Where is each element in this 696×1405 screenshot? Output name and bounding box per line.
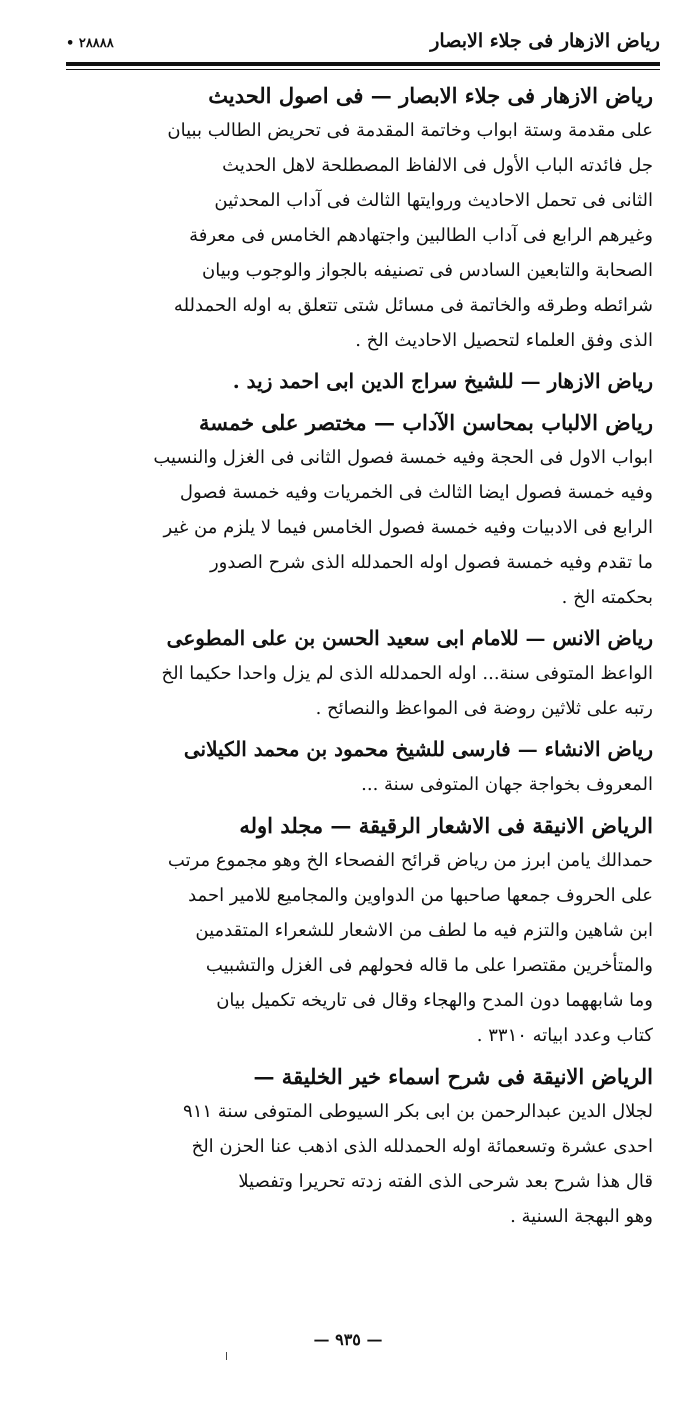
entry-line: المعروف بخواجة جهان المتوفى سنة ... [361,774,653,795]
entry-line: كتاب وعدد ابياته ٣٣١٠ . [476,1025,653,1046]
entry-line: الواعظ المتوفى سنة... اوله الحمدلله الذى لم يزل واحدا حكيما الخ [161,663,653,684]
entry-line: على مقدمة وستة ابواب وخاتمة المقدمة فى تحريض الطالب ببيان [167,120,653,141]
entry-line: ابواب الاول فى الحجة وفيه خمسة فصول الثانى فى الغزل والنسيب [153,447,653,468]
entry-line: ما تقدم وفيه خمسة فصول اوله الحمدلله الذى شرح الصدور [209,552,653,573]
entry-line: الرياض الانيقة فى الاشعار الرقيقة — مجلد اوله [239,813,653,838]
entry-line: احدى عشرة وتسعمائة اوله الحمدلله الذى اذهب عنا الحزن الخ [191,1136,653,1157]
entry-line: رياض الانشاء — فارسى للشيخ محمود بن محمد الكيلانى [183,737,653,761]
entry-line: وهو البهجة السنية . [510,1206,653,1227]
page-body [75,78,653,1240]
entry [75,1059,653,1234]
entry-line: رياض الازهار — للشيخ سراج الدين ابى احمد زيد . [232,369,653,393]
running-title: رياض الازهار فى جلاء الابصار [430,30,660,52]
page-header [66,28,660,62]
entry-line: الرياض الانيقة فى شرح اسماء خير الخليقة — [253,1064,653,1089]
entry-line: لجلال الدين عبدالرحمن بن ابى بكر السيوطى المتوفى سنة ٩١١ [183,1101,653,1122]
entry [75,364,653,399]
entry-line: رياض الالباب بمحاسن الآداب — مختصر على خمسة [199,410,653,435]
entry-line: رياض الانس — للامام ابى سعيد الحسن بن على المطوعى [166,626,653,650]
entry-line: الرابع فى الادبيات وفيه خمسة فصول الخامس فيما لا يلزم من غير [163,517,653,538]
entry [75,405,653,615]
entry-line: رتبه على ثلاثين روضة فى المواعظ والنصائح . [315,698,653,719]
entry-line: ابن شاهين والتزم فيه ما لطف من الاشعار للشعراء المتقدمين [195,920,653,941]
entry-line: الثانى فى تحمل الاحاديث وروايتها الثالث فى آداب المحدثين [214,190,653,211]
header-code: • ٢٨٨٨٨ [66,36,114,51]
entry-line: حمدالك يامن ابرز من رياض قرائح الفصحاء الخ وهو مجموع مرتب [167,850,653,871]
margin-mark [226,1352,227,1360]
header-rule [66,62,660,66]
entry-line: بحكمته الخ . [561,587,653,608]
entry-line: جل فائدته الباب الأول فى الالفاظ المصطلحة لاهل الحديث [222,155,653,176]
entry-line: والمتأخرين مقتصرا على ما قاله فحولهم فى الغزل والتشبيب [205,955,653,976]
entry-line: الذى وفق العلماء لتحصيل الاحاديث الخ . [355,330,653,351]
entry-line: شرائطه وطرقه والخاتمة فى مسائل شتى تتعلق به اوله الحمدلله [173,295,653,316]
entry-line: رياض الازهار فى جلاء الابصار — فى اصول الحديث [208,83,653,108]
entry [75,78,653,358]
entry-line: قال هذا شرح بعد شرحى الذى الفته زدته تحريرا وتفصيلا [238,1171,653,1192]
entry-line: وغيرهم الرابع فى آداب الطالبين واجتهادهم الخامس فى معرفة [189,225,653,246]
entry-line: وفيه خمسة فصول ايضا الثالث فى الخمريات وفيه خمسة فصول [179,482,653,503]
entry [75,621,653,726]
entry [75,732,653,802]
entry-line: على الحروف جمعها صاحبها من الدواوين والمجاميع للامير احمد [188,885,653,906]
header-rule-thin [66,69,660,70]
page-number: — ٩٣٥ — [313,1330,383,1349]
entry [75,808,653,1053]
entry-line: الصحابة والتابعين السادس فى تصنيفه بالجواز والوجوب وبيان [202,260,653,281]
entry-line: وما شابههما دون المدح والهجاء وقال فى تاريخه تكميل بيان [216,990,653,1011]
